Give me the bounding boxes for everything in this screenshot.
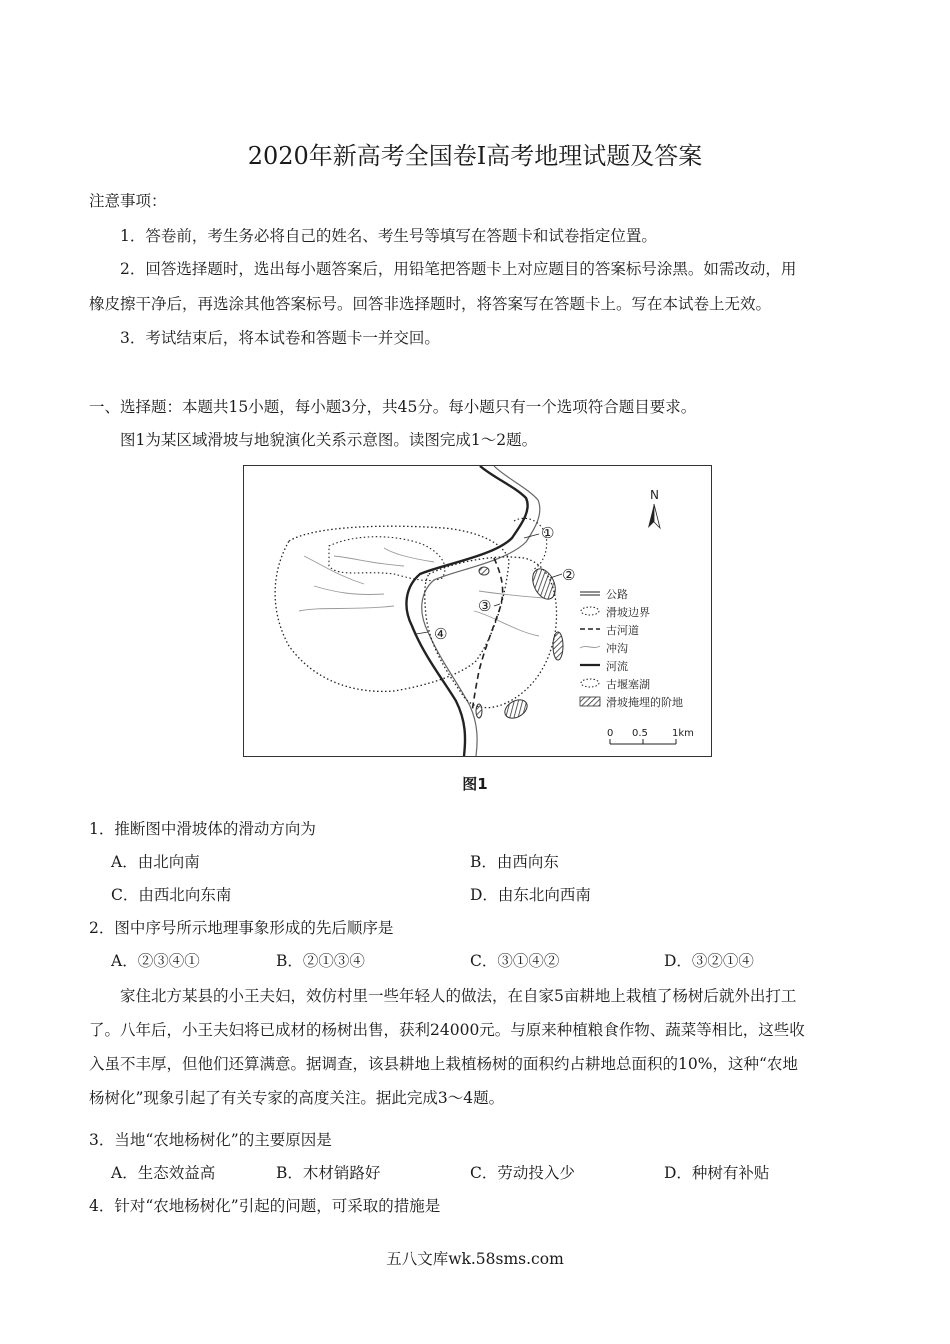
landslide-boundary-inner [329, 537, 445, 581]
buried-terrace [479, 567, 489, 575]
legend-ancient-channel: 古河道 [606, 624, 639, 637]
landslide-boundary [275, 526, 509, 691]
scale-0: 0 [607, 728, 614, 739]
passage-line: 杨树化”现象引起了有关专家的高度关注。据此完成3～4题。 [89, 1089, 505, 1107]
gullies [299, 548, 544, 636]
legend-road: 公路 [606, 588, 628, 601]
question-2-option-c: C．③①④② [470, 952, 560, 970]
notice-heading: 注意事项： [89, 192, 167, 210]
question-3-stem: 3．当地“农地杨树化”的主要原因是 [89, 1131, 332, 1149]
question-2-option-d: D．③②①④ [664, 952, 754, 970]
question-1-option-c: C．由西北向东南 [111, 886, 232, 904]
marker-2: ② [562, 566, 576, 584]
notice-item: 3．考试结束后，将本试卷和答题卡一并交回。 [120, 329, 440, 347]
footer-watermark: 五八文库wk.58sms.com [386, 1250, 564, 1268]
notice-item: 2．回答选择题时，选出每小题答案后，用铅笔把答题卡上对应题目的答案标号涂黑。如需改动，用 [120, 260, 797, 278]
ancient-channel [472, 558, 503, 712]
question-3-option-b: B．木材销路好 [276, 1164, 381, 1182]
buried-terrace [502, 696, 531, 722]
question-3-option-d: D．种树有补贴 [664, 1164, 770, 1182]
figure-caption: 图1 [462, 775, 488, 793]
legend-gully: 冲沟 [606, 642, 628, 655]
question-2-stem: 2．图中序号所示地理事象形成的先后顺序是 [89, 919, 394, 937]
legend-buried-terrace: 滑坡掩埋的阶地 [606, 696, 683, 709]
legend [580, 588, 683, 709]
marker-4: ④ [434, 625, 448, 643]
question-1-option-b: B．由西向东 [470, 853, 559, 871]
notice-item: 1．答卷前，考生务必将自己的姓名、考生号等填写在答题卡和试卷指定位置。 [120, 227, 657, 245]
question-4-stem: 4．针对“农地杨树化”引起的问题，可采取的措施是 [89, 1197, 441, 1215]
north-arrow-icon [648, 488, 660, 528]
north-label: N [650, 488, 659, 502]
question-2-option-a: A．②③④① [111, 952, 200, 970]
notice-item: 橡皮擦干净后，再选涂其他答案标号。回答非选择题时，将答案写在答题卡上。写在本试卷上无效。 [89, 295, 772, 313]
question-1-option-d: D．由东北向西南 [470, 886, 591, 904]
question-1-option-a: A．由北向南 [111, 853, 200, 871]
legend-river: 河流 [606, 660, 628, 673]
question-3-option-a: A．生态效益高 [111, 1164, 216, 1182]
passage-line: 入虽不丰厚，但他们还算满意。据调查，该县耕地上栽植杨树的面积约占耕地总面积的10%，这种“农地 [89, 1055, 798, 1073]
marker-1: ① [541, 524, 555, 542]
page-title: 2020年新高考全国卷Ⅰ高考地理试题及答案 [247, 142, 703, 170]
scale-1km: 1km [672, 728, 694, 739]
legend-landslide-boundary: 滑坡边界 [606, 606, 650, 619]
scale-bar [607, 728, 694, 744]
marker-3: ③ [478, 597, 492, 615]
section-heading: 一、选择题：本题共15小题，每小题3分，共45分。每小题只有一个选项符合题目要求。 [89, 398, 697, 416]
figure-map [243, 465, 712, 757]
section-intro: 图1为某区域滑坡与地貌演化关系示意图。读图完成1～2题。 [120, 431, 538, 449]
buried-terrace [476, 704, 482, 718]
passage-line: 家住北方某县的小王夫妇，效仿村里一些年轻人的做法，在自家5亩耕地上栽植了杨树后就外出打工 [120, 987, 797, 1005]
buried-terrace [553, 632, 563, 660]
question-2-option-b: B．②①③④ [276, 952, 365, 970]
question-1-stem: 1．推断图中滑坡体的滑动方向为 [89, 820, 316, 838]
legend-ancient-lake: 古堰塞湖 [606, 678, 650, 691]
question-3-option-c: C．劳动投入少 [470, 1164, 575, 1182]
scale-05: 0.5 [632, 728, 648, 739]
map-svg [244, 466, 711, 756]
passage-line: 了。八年后，小王夫妇将已成材的杨树出售，获利24000元。与原来种植粮食作物、蔬菜等相比，这些收 [89, 1021, 805, 1039]
